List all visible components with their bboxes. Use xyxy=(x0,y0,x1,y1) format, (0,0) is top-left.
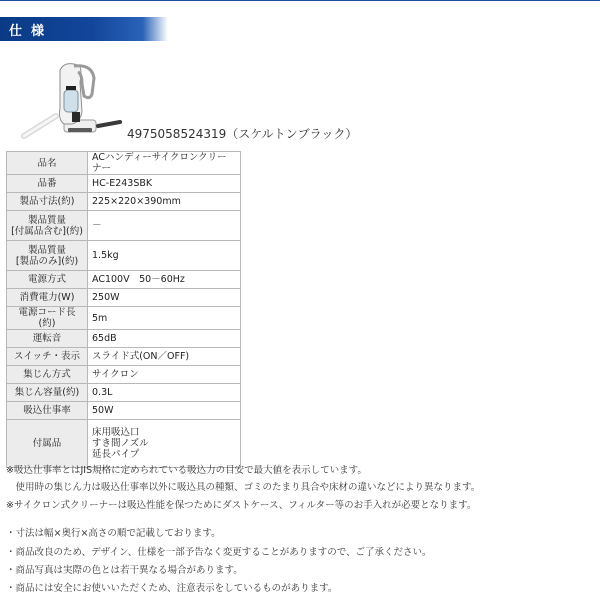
spec-value: － xyxy=(88,211,241,241)
table-row xyxy=(7,175,241,193)
spec-label: 製品寸法(約) xyxy=(7,193,88,211)
section-header xyxy=(0,17,168,41)
spec-label: 品名 xyxy=(7,152,88,175)
note-line: ・商品写真は実際の色とは若干異なる場合があります。 xyxy=(6,565,243,576)
top-rule xyxy=(0,0,600,1)
table-row xyxy=(7,271,241,289)
spec-value: 5m xyxy=(88,307,241,330)
spec-value: スライド式(ON／OFF) xyxy=(88,348,241,366)
spec-label xyxy=(7,211,88,241)
table-row xyxy=(7,330,241,348)
section-title: 仕様 xyxy=(9,24,54,39)
table-row xyxy=(7,366,241,384)
table-row xyxy=(7,307,241,330)
table-row xyxy=(7,152,241,175)
spec-label-line: 製品質量 xyxy=(27,214,66,226)
spec-label: 消費電力(W) xyxy=(7,289,88,307)
accessory-item: 延長パイプ xyxy=(92,449,140,460)
note-line: 使用時の集じん力は吸込仕事率以外に吸込具の種類、ゴミのたまり具合や床材の違いなどにより異なります。 xyxy=(6,482,481,493)
spec-label xyxy=(7,241,88,271)
spec-value xyxy=(88,420,241,468)
spec-value: HC-E243SBK xyxy=(88,175,241,193)
table-row xyxy=(7,402,241,420)
spec-label: 電源コード長(約) xyxy=(7,307,88,330)
spec-label-line: [製品のみ](約) xyxy=(15,255,79,267)
spec-label: 吸込仕事率 xyxy=(7,402,88,420)
spec-label: スイッチ・表示 xyxy=(7,348,88,366)
spec-value: 225×220×390mm xyxy=(88,193,241,211)
note-line: ※吸込仕事率とはJIS規格に定められている吸込力の目安で最大値を表示しています。 xyxy=(6,465,367,476)
spec-table xyxy=(6,151,241,468)
spec-label: 品番 xyxy=(7,175,88,193)
table-row xyxy=(7,348,241,366)
note-line: ・寸法は幅×奥行×高さの順で記載しております。 xyxy=(6,528,221,539)
spec-value: AC100V 50－60Hz xyxy=(88,271,241,289)
product-caption: 4975058524319（スケルトンブラック） xyxy=(127,127,358,141)
spec-value: ACハンディーサイクロンクリーナー xyxy=(88,152,241,175)
table-row xyxy=(7,289,241,307)
note-line: ・商品には安全にお使いいただくため、注意表示をしているものがあります。 xyxy=(6,583,338,594)
spec-label-line: 製品質量 xyxy=(27,244,66,256)
spec-label-line: [付属品含む](約) xyxy=(11,225,83,237)
table-row xyxy=(7,241,241,271)
spec-label: 電源方式 xyxy=(7,271,88,289)
spec-label: 集じん方式 xyxy=(7,366,88,384)
spec-value: 250W xyxy=(88,289,241,307)
accessory-item: すき間ノズル xyxy=(92,438,149,449)
accessory-item: 床用吸込口 xyxy=(92,427,140,438)
note-line: ※サイクロン式クリーナーは吸込性能を保つためにダストケース、フィルター等のお手入れが必要となります。 xyxy=(6,500,477,511)
spec-value: 0.3L xyxy=(88,384,241,402)
table-row xyxy=(7,211,241,241)
vacuum-cleaner-image xyxy=(20,60,132,140)
note-line: ・商品改良のため、デザイン、仕様を一部予告なく変更することがありますので、ご了承ください。 xyxy=(6,547,432,558)
spec-label: 運転音 xyxy=(7,330,88,348)
table-row xyxy=(7,420,241,468)
spec-label: 集じん容量(約) xyxy=(7,384,88,402)
spec-label: 付属品 xyxy=(7,420,88,468)
table-row xyxy=(7,193,241,211)
spec-value: 1.5kg xyxy=(88,241,241,271)
spec-value: 65dB xyxy=(88,330,241,348)
table-row xyxy=(7,384,241,402)
spec-value: 50W xyxy=(88,402,241,420)
spec-value: サイクロン xyxy=(88,366,241,384)
